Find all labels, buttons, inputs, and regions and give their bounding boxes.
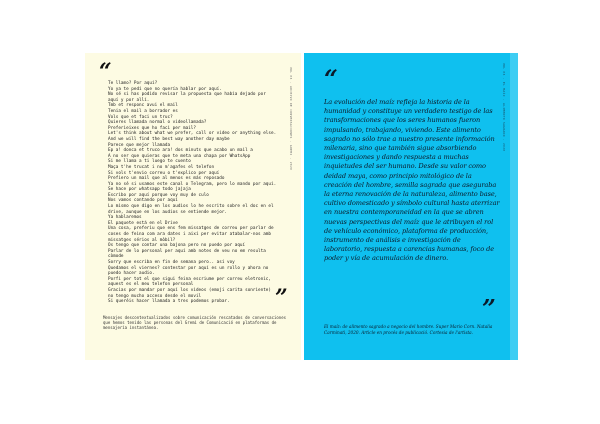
chat-message: aquí y por allí. — [108, 97, 150, 103]
open-quote-mark: “ — [324, 64, 338, 93]
chat-message: coses de feina com ara dates i així per evitar atabalar-nos amb — [108, 232, 271, 238]
chat-message: aquest es el meu telefon personal — [108, 282, 194, 288]
right-caption: El maíz: de alimento sagrado a negocio del hombre. Super Mario Corn. Natalia Carminati, 2020. Article en procés de publicació. Cortesia de l'artista. — [324, 324, 493, 335]
chat-message: Ya no sé si usamos este canal o Telegram, pero lo mando por aquí. — [108, 181, 277, 187]
open-quote-mark: “ — [99, 59, 112, 85]
chat-message: Sorry que escriba en fin de semana pero.. así voy — [108, 260, 235, 265]
chat-message: Una cosa, preferiu que ens fem missatges de correu per parlar de — [108, 226, 274, 232]
chat-message: no tengo mucho acceso desde el movil — [108, 293, 202, 299]
chat-message: No sé si has podido revisar la propuesta que había dejado por — [108, 92, 266, 98]
left-caption: Mensajes descontextualizados sobre comunicación rescatados de conversaciones que hemos tenido las personas del Gremi de Comunicació en plataformas de mensajería instantánea. — [103, 315, 287, 331]
chat-message: puedo hacer audio. — [108, 271, 155, 277]
chat-message: Si vols t'envio correu o t'explico per aquí — [108, 170, 220, 176]
chat-message: El paquete está en el Drive — [108, 220, 178, 226]
chat-message: Ya hablaremos — [108, 215, 142, 221]
close-quote-mark: ” — [275, 285, 288, 311]
chat-message: Maça t'he trucat i no m'agafes el telefon — [108, 164, 215, 170]
chat-message: Quieres llamada normal o videollamada? — [108, 120, 207, 126]
right-spine-text: VOL 03 · EL MAÍZ · ALIMENTO SAGRADO · 2020 — [502, 63, 506, 152]
chat-message: Tenia el mail a borrador es — [108, 108, 178, 114]
right-page — [304, 53, 518, 360]
chat-message: Preferieixes que ho faci per mail? — [108, 125, 196, 131]
chat-message: Nos vamos contando por aquí — [108, 198, 178, 204]
chat-message: Ep a! donca et truco ara! dos minuts que acabo un mail a — [108, 148, 253, 154]
chat-message: Yo ya te pedí que no quería hablar por aquí. — [108, 86, 222, 92]
chat-message: And we will find the best way another day maybe — [108, 136, 230, 142]
chat-message: Tmb et responc avui el mail — [108, 103, 178, 109]
chat-message: Gracias por mandar por aquí los videos (emoji carita sonriente) — [108, 287, 271, 293]
left-page — [85, 53, 301, 360]
chat-message: Lo mismo que digo en los audios lo he escrito sobre el doc en el — [108, 204, 274, 210]
chat-message: Si queréis hacer llamada a tres podemos probar. — [108, 299, 230, 305]
close-quote-mark: ” — [482, 294, 496, 323]
chat-message: Te llamo? Por aquí? — [108, 81, 158, 86]
chat-message: drive, aunque en los audios se entiende mejor. — [108, 209, 227, 215]
left-spine-text: VOL 03 · ARCHIVO DE CONVERSACIONES · GREMI · 2020 — [289, 67, 293, 171]
chat-message: Escribo por aquí porque voy muy de culo — [108, 192, 209, 198]
chat-message: Prefiero un mail que al menos es más reposado — [108, 176, 225, 182]
quote-body: La evolución del maíz refleja la historia de la humanidad y constituye un verdadero testigo de las transformaciones que los seres humanos fueron impulsando, trabajando, viviendo. Este alimento sagrado no sólo trae a nuestro presente información milenaria, sino que también sigue absorbiendo investigaciones y dando respuesta a muchas inquietudes del ser humano. Desde su valor como deidad maya, como principio mitológico de la creación del hombre, semilla sagrada que aseguraba la eterna renovación de la naturaleza, alimento base, cultivo domesticado y símbolo cultural hasta aterrizar en nuestra contemporaneidad en la que se abren nuevas perspectivas del maíz que le atribuyen el rol de vehículo económico, plataforma de producción, instrumento de análisis e investigación de laboratorio, respuesta a carencias humanas, foco de poder y vía de acumulación de dinero. — [324, 98, 500, 263]
chat-message: còmode — [108, 254, 124, 260]
chat-message: A no ser que quieras que te meta una chapa por WhatsApp — [108, 153, 251, 159]
chat-message: Quedamos el viernes? contestar por aquí es un rollo y ahora no — [108, 265, 269, 271]
chat-message: Porfi per tot el que sigui feina escriume per correu eletronic, — [108, 276, 271, 282]
chat-message: Os tengo que contar una bajona pero no puedo por aquí — [108, 243, 246, 249]
chat-message: Vols que et faci un truc? — [108, 114, 173, 120]
chat-message: missatges sérios al mòbil? — [108, 237, 176, 243]
chat-message: Parece que mejor llamada — [108, 142, 171, 148]
chat-message: Parlar de lo personal per aquí amb notes de veu no em resulta — [108, 248, 266, 254]
page-edge-strip — [510, 53, 518, 360]
chat-message: Si me llama a ti luego te cuento — [108, 159, 191, 165]
chat-message: Let's think about what we prefer, call or video or anything else. — [108, 131, 277, 137]
chat-message: Se hace por whatsapp todo jajaja — [108, 187, 191, 193]
chat-message-list — [108, 81, 294, 305]
